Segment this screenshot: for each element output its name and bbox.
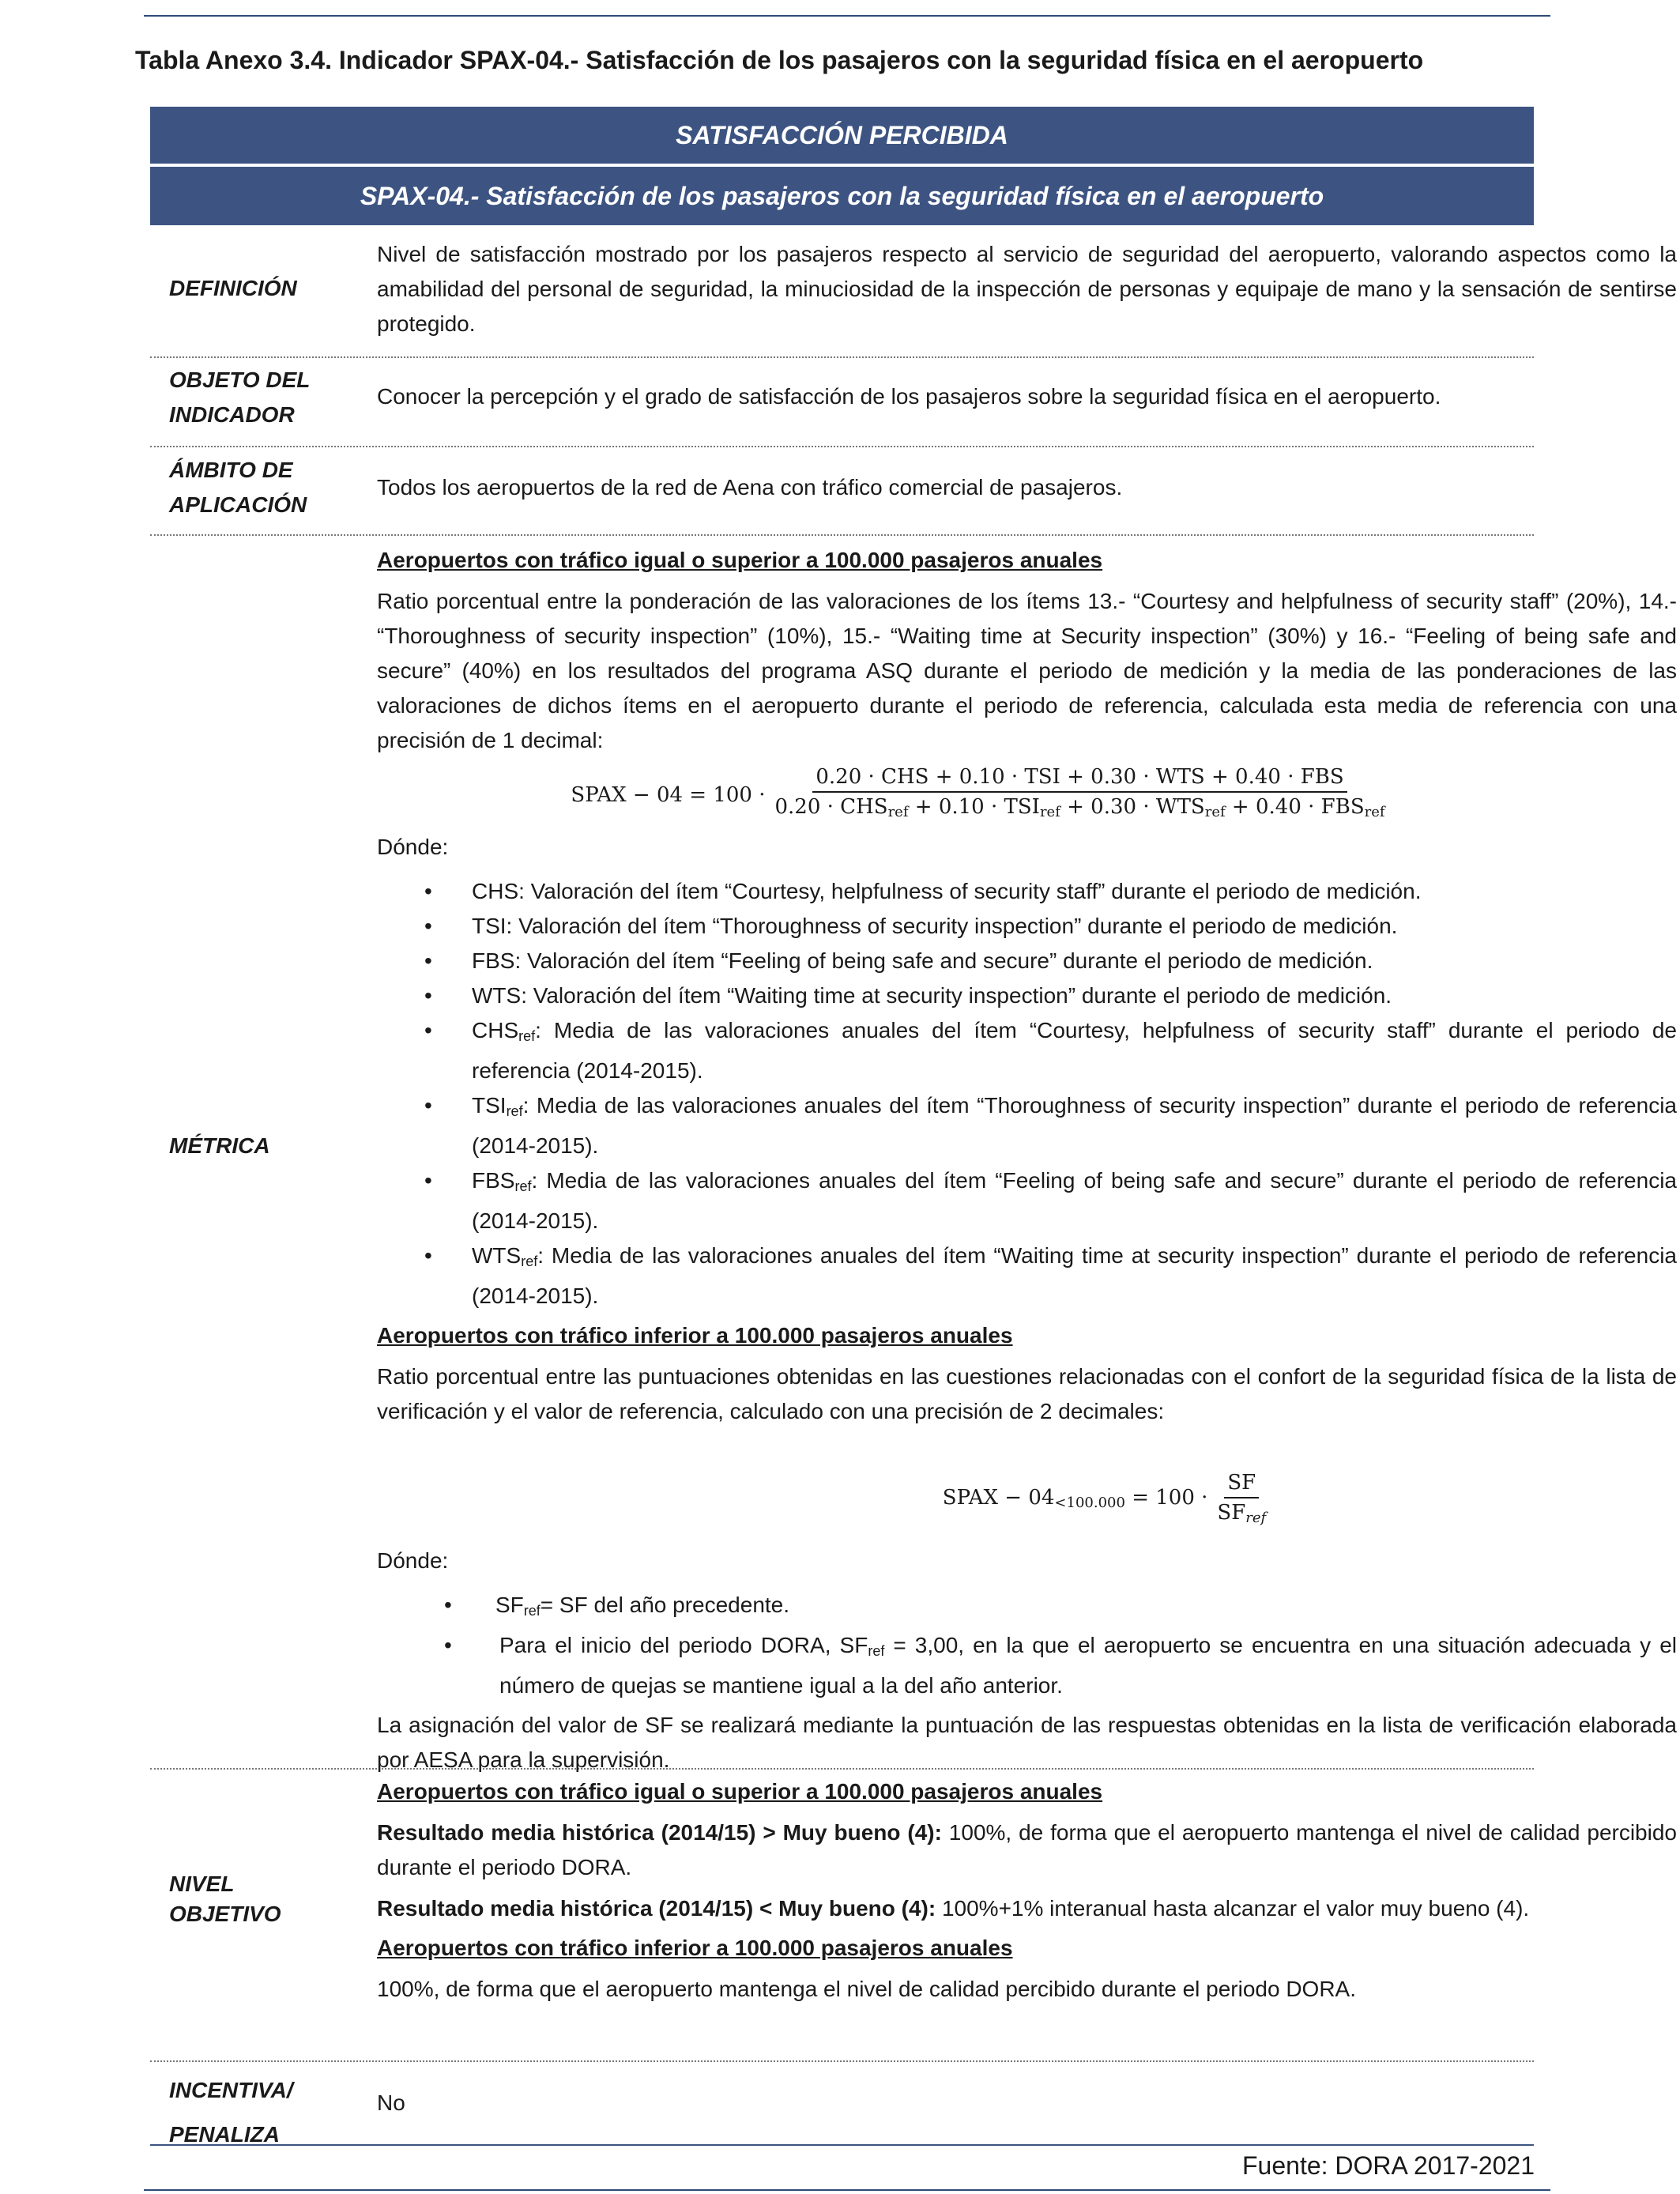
list-item: • TSI: Valoración del ítem “Thoroughness of security inspection” durante el periodo de medición. [377,909,1677,944]
sf-sub: ref [523,1603,541,1619]
sf-text: = SF del año precedente. [540,1593,790,1617]
list-item [377,1628,1677,1703]
formula-small [535,1468,1677,1532]
den-term-2: + 0.10 · TSI [908,795,1040,819]
ref-text: : Media de las valoraciones anuales del ítem “Thoroughness of security inspection” durante el periodo de referencia (2014-2015). [472,1093,1677,1158]
objeto-text: Conocer la percepción y el grado de satisfacción de los pasajeros sobre la seguridad física en el aeropuerto. [377,384,1441,409]
den-sub-4: ref [1364,804,1385,820]
nivel-p1-text: 100%, de forma que el aeropuerto mantenga el nivel de calidad percibido durante el periodo DORA. [377,1820,1677,1879]
donde-label: Dónde: [377,835,449,859]
den-sub-3: ref [1204,804,1226,820]
nivel-p2-bold: Resultado media histórica (2014/15) < Muy bueno (4): [377,1896,936,1921]
ambito-text: Todos los aeropuertos de la red de Aena con tráfico comercial de pasajeros. [377,475,1123,499]
den-term-4: + 0.40 · FBS [1225,795,1365,819]
list-item: • CHS: Valoración del ítem “Courtesy, helpfulness of security staff” durante el periodo de medición. [377,874,1677,909]
table-title: Tabla Anexo 3.4. Indicador SPAX-04.- Satisfacción de los pasajeros con la seguridad física en el aeropuerto [135,46,1424,74]
items-large-list [377,874,1677,1314]
formula-small-lhs-sub: <100.000 [1054,1495,1125,1511]
nivel-heading-large: Aeropuertos con tráfico igual o superior a 100.000 pasajeros anuales [377,1779,1103,1804]
metrica-closing: La asignación del valor de SF se realizará mediante la puntuación de las respuestas obtenidas en la lista de verificación elaborada por AESA para la supervisión. [377,1713,1677,1772]
ref-text: : Media de las valoraciones anuales del ítem “Courtesy, helpfulness of security staff” durante el periodo de referencia (2014-2015). [472,1018,1677,1083]
indicator-header: SPAX-04.- Satisfacción de los pasajeros con la seguridad física en el aeropuerto [150,167,1534,225]
metrica-paragraph-large: Ratio porcentual entre la ponderación de las valoraciones de los ítems 13.- “Courtesy and helpfulness of security staff” (20%), 14.- “Thoroughness of security inspection” (10%), 15.- “Waiting time at Security inspection” (30%) y 16.- “Feeling of being safe and secure” (40%) en los resultados del programa ASQ durante el periodo de medición y la media de las ponderaciones de las valoraciones de dichos ítems en el aeropuerto durante el periodo de referencia, calculada esta media de referencia con una precisión de 1 decimal: [377,589,1677,752]
label-incentiva-line1: INCENTIVA/ [169,2078,293,2102]
metrica-paragraph-small: Ratio porcentual entre las puntuaciones obtenidas en las cuestiones relacionadas con el confort de la seguridad física de la lista de verificación y el valor de referencia, calculado con una precisión de 2 decimales: [377,1364,1677,1423]
list-item [377,1588,1677,1628]
ref-sub: ref [518,1028,536,1044]
sf-abbr: SF [495,1593,524,1617]
formula-small-den-sub: ref [1245,1510,1267,1526]
formula-large [282,763,1677,827]
label-objeto-line2: INDICADOR [169,402,295,427]
label-nivel-line1: NIVEL [169,1872,235,1896]
label-objeto-line1: OBJETO DEL [169,368,311,392]
den-sub-1: ref [887,804,909,820]
label-ambito-line1: ÁMBITO DE [169,458,293,482]
nivel-paragraph-1 [377,1815,1677,1885]
den-sub-2: ref [1039,804,1060,820]
formula-small-den-text: SF [1217,1501,1246,1525]
label-definicion: DEFINICIÓN [169,276,297,300]
list-item: • WTS: Valoración del ítem “Waiting time at security inspection” durante el periodo de medición. [377,978,1677,1013]
incentiva-text: No [377,2090,405,2115]
ref-sub: ref [514,1178,532,1194]
ref-abbr: FBS [472,1168,515,1193]
nivel-heading-small: Aeropuertos con tráfico inferior a 100.000 pasajeros anuales [377,1936,1013,1960]
source-note: Fuente: DORA 2017-2021 [1242,2151,1535,2180]
top-rule [144,15,1550,17]
list-item: • FBS: Valoración del ítem “Feeling of being safe and secure” durante el periodo de medición. [377,944,1677,978]
row-objeto [150,358,1534,447]
row-metrica [150,536,1677,1772]
row-ambito [150,447,1534,536]
den-term-3: + 0.30 · WTS [1060,795,1205,819]
sf-text: = 3,00, en la que el aeropuerto se encuentra en una situación adecuada y el número de quejas se mantiene igual a la del año anterior. [499,1633,1677,1698]
formula-small-eq: = 100 · [1124,1486,1208,1510]
list-item [377,1163,1677,1238]
row-nivel [150,1770,1677,2062]
sf-prefix: Para el inicio del periodo DORA, SF [499,1633,868,1657]
den-term-1: 0.20 · CHS [774,795,888,819]
formula-large-fraction [772,763,1388,827]
label-ambito [169,453,351,522]
list-item [377,1088,1677,1163]
label-metrica: MÉTRICA [169,1133,270,1158]
ref-sub: ref [506,1103,523,1119]
nivel-paragraph-3: 100%, de forma que el aeropuerto mantenga el nivel de calidad percibido durante el periodo DORA. [377,1977,1356,2001]
formula-small-numerator: SF [1224,1468,1259,1498]
formula-large-numerator: 0.20 · CHS + 0.10 · TSI + 0.30 · WTS + 0.40 · FBS [812,763,1347,793]
definicion-text: Nivel de satisfacción mostrado por los pasajeros respecto al servicio de seguridad del aeropuerto, valorando aspectos como la amabilidad del personal de seguridad, la minuciosidad de la inspección de personas y equipaje de mano y la sensación de sentirse protegido. [377,242,1677,336]
label-incentiva-line2: PENALIZA [169,2122,280,2147]
nivel-p2-text: 100%+1% interanual hasta alcanzar el valor muy bueno (4). [936,1896,1530,1921]
ref-abbr: TSI [472,1093,507,1118]
formula-large-lhs: SPAX − 04 = 100 · [571,782,766,807]
ref-abbr: WTS [472,1243,522,1268]
formula-small-lhs [943,1480,1208,1521]
ref-text: : Media de las valoraciones anuales del ítem “Waiting time at security inspection” durante el periodo de referencia (2014-2015). [472,1243,1677,1308]
ref-sub: ref [521,1253,538,1269]
metrica-heading-large: Aeropuertos con tráfico igual o superior a 100.000 pasajeros anuales [377,548,1103,572]
metrica-heading-small: Aeropuertos con tráfico inferior a 100.000 pasajeros anuales [377,1323,1013,1348]
ref-abbr: CHS [472,1018,519,1042]
ref-text: : Media de las valoraciones anuales del ítem “Feeling of being safe and secure” durante el periodo de referencia (2014-2015). [472,1168,1677,1233]
list-item [377,1013,1677,1088]
row-definicion [150,228,1677,358]
label-objeto [169,363,351,432]
sf-sub: ref [868,1643,885,1659]
nivel-p1-bold: Resultado media histórica (2014/15) > Muy bueno (4): [377,1820,942,1845]
label-nivel-line2: OBJETIVO [169,1902,281,1926]
nivel-content [377,1774,1677,2007]
label-ambito-line2: APLICACIÓN [169,492,307,517]
nivel-paragraph-2 [377,1891,1677,1926]
formula-large-denominator [772,793,1388,827]
category-header: SATISFACCIÓN PERCIBIDA [150,107,1534,164]
formula-small-denominator [1214,1498,1269,1532]
bottom-rule [144,2189,1550,2191]
formula-small-fraction [1214,1468,1269,1532]
list-item [377,1238,1677,1314]
donde-label-2: Dónde: [377,1548,449,1573]
row-incentiva [150,2062,1534,2146]
label-nivel [169,1869,351,1929]
formula-small-lhs-text: SPAX − 04 [942,1486,1055,1510]
label-incentiva [169,2068,351,2157]
items-small-list [377,1588,1677,1703]
metrica-content [377,543,1677,1777]
